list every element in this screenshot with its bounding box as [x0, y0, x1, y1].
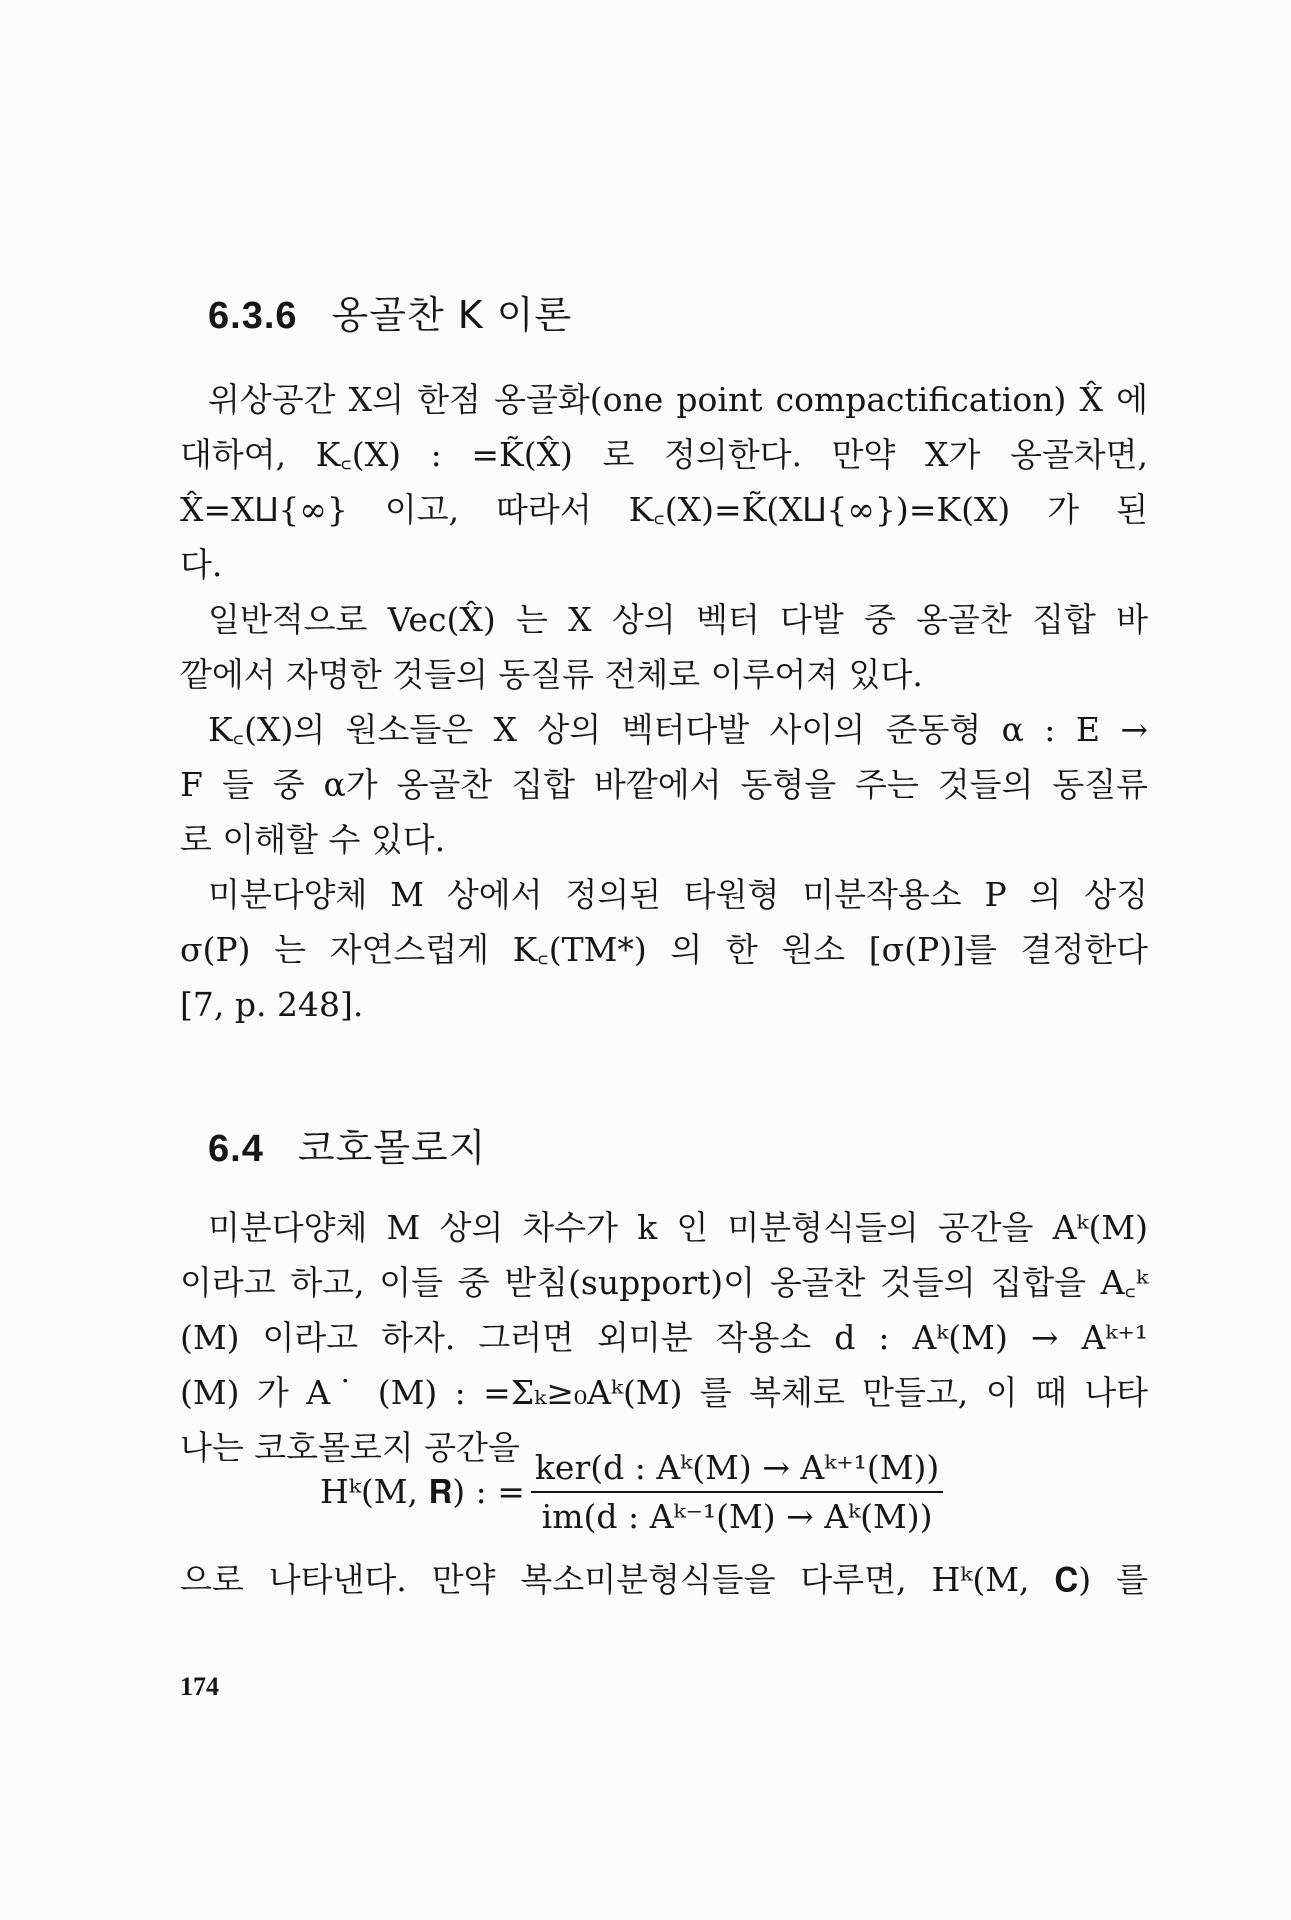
section-number: 6.3.6 — [208, 295, 298, 337]
paragraph-3-line-1: K꜀(X)의 원소들은 X 상의 벡터다발 사이의 준동형 α : E → — [208, 710, 1148, 749]
paragraph-5-line-2: 이라고 하고, 이들 중 받침(support)이 옹골찬 것들의 집합을 A꜀ᵏ — [180, 1263, 1148, 1302]
paragraph-1-line-1: 위상공간 X의 한점 옹골화(one point compactification) X̂ 에 — [208, 380, 1148, 419]
paragraph-1-line-3: X̂=X⨿{∞} 이고, 따라서 K꜀(X)=K̃(X⨿{∞})=K(X) 가 된 — [180, 490, 1148, 529]
paragraph-4-line-3: [7, p. 248]. — [180, 985, 364, 1024]
paragraph-4-line-1: 미분다양체 M 상에서 정의된 타원형 미분작용소 P 의 상징 — [208, 875, 1148, 914]
section-heading-6-4 — [208, 1117, 486, 1172]
paragraph-6-line-1: 으로 나타낸다. 만약 복소미분형식들을 다루면, Hᵏ(M, 𝐂) 를 — [180, 1560, 1148, 1599]
equation-fraction — [531, 1448, 943, 1536]
paragraph-2-line-2: 깥에서 자명한 것들의 동질류 전체로 이루어져 있다. — [180, 655, 923, 694]
paragraph-1-line-4: 다. — [180, 545, 223, 584]
paragraph-4-line-2: σ(P) 는 자연스럽게 K꜀(TM*) 의 한 원소 [σ(P)]를 결정한다 — [180, 930, 1148, 969]
page-number: 174 — [180, 1672, 219, 1701]
section-title: 옹골찬 K 이론 — [331, 293, 573, 337]
section-title: 코호몰로지 — [297, 1126, 487, 1170]
paragraph-5-line-4: (M) 가 A˙ (M) : =Σₖ≥₀Aᵏ(M) 를 복체로 만들고, 이 때 나타 — [180, 1373, 1148, 1412]
paragraph-5-line-5: 나는 코호몰로지 공간을 — [180, 1428, 520, 1467]
paragraph-3-line-3: 로 이해할 수 있다. — [180, 820, 446, 859]
equation-lhs: Hᵏ(M, 𝐑) : = — [320, 1472, 525, 1511]
paragraph-2-line-1: 일반적으로 Vec(X̂) 는 X 상의 벡터 다발 중 옹골찬 집합 바 — [208, 600, 1148, 639]
section-heading-6-3-6 — [208, 284, 572, 339]
equation-denominator: im(d : Aᵏ⁻¹(M) → Aᵏ(M)) — [541, 1497, 933, 1536]
section-number: 6.4 — [208, 1128, 264, 1170]
equation-numerator: ker(d : Aᵏ(M) → Aᵏ⁺¹(M)) — [531, 1448, 943, 1493]
cohomology-equation — [320, 1448, 943, 1536]
paragraph-1-line-2: 대하여, K꜀(X) : =K̃(X̂) 로 정의한다. 만약 X가 옹골차면, — [180, 435, 1148, 474]
paragraph-5-line-3: (M) 이라고 하자. 그러면 외미분 작용소 d : Aᵏ(M) → Aᵏ⁺¹ — [180, 1318, 1148, 1357]
paragraph-5-line-1: 미분다양체 M 상의 차수가 k 인 미분형식들의 공간을 Aᵏ(M) — [208, 1208, 1148, 1247]
paragraph-3-line-2: F 들 중 α가 옹골찬 집합 바깥에서 동형을 주는 것들의 동질류 — [180, 765, 1148, 804]
